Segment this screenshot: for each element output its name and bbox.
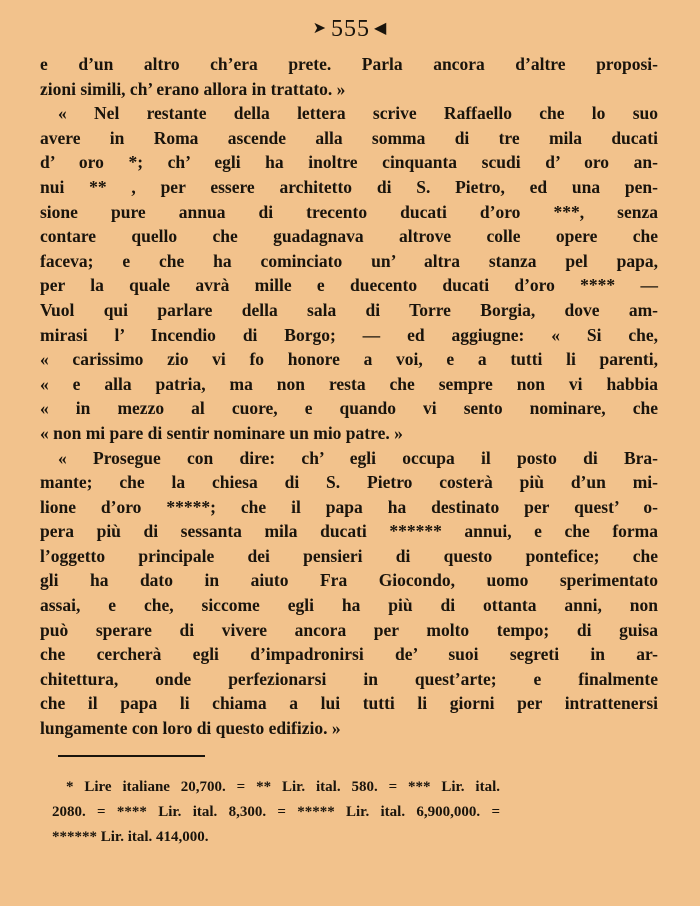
text-line: mirasi l’ Incendio di Borgo; — ed aggiugne: « Si che, — [40, 324, 658, 345]
text-line: lungamente con loro di questo edifizio. » — [40, 718, 341, 739]
text-line: « Prosegue con dire: ch’ egli occupa il posto di Bra- — [58, 447, 658, 468]
footnote-line: * Lire italiane 20,700. = ** Lir. ital. 580. = *** Lir. ital. — [66, 779, 500, 795]
text-line: chitettura, onde perfezionarsi in quest’arte; e finalmente — [40, 668, 658, 689]
text-line: che il papa li chiama a lui tutti li giorni per intrattenersi — [40, 693, 658, 714]
text-line: faceva; e che ha cominciato un’ altra stanza pel papa, — [40, 250, 658, 271]
footnote-line: ****** Lir. ital. 414,000. — [52, 829, 209, 845]
text-line: contare quello che guadagnava altrove colle opere che — [40, 226, 658, 247]
text-line: « e alla patria, ma non resta che sempre non vi habbia — [40, 373, 658, 394]
pointing-ornament-left-icon: ➤ — [312, 20, 328, 37]
text-line: Vuol qui parlare della sala di Torre Borgia, dove am- — [40, 299, 658, 320]
footnote-divider — [58, 755, 205, 757]
text-line: che cercherà egli d’impadronirsi de’ suoi segreti in ar- — [40, 644, 658, 665]
text-line: l’oggetto principale dei pensieri di questo pontefice; che — [40, 545, 658, 566]
text-line: d’ oro *; ch’ egli ha inoltre cinquanta scudi d’ oro an- — [40, 152, 658, 173]
text-line: assai, e che, siccome egli ha più di ottanta anni, non — [40, 595, 658, 616]
footnote-line: 2080. = **** Lir. ital. 8,300. = ***** Lir. ital. 6,900,000. = — [52, 804, 500, 820]
footnotes — [52, 775, 500, 850]
text-line: « non mi pare di sentir nominare un mio patre. » — [40, 422, 403, 443]
text-line: pera più di sessanta mila ducati ****** annui, e che forma — [40, 521, 658, 542]
text-line: « in mezzo al cuore, e quando vi sento nominare, che — [40, 398, 658, 419]
page-number — [0, 16, 700, 43]
text-line: sione pure annua di trecento ducati d’oro ***, senza — [40, 201, 658, 222]
page-number-text: 555 — [331, 16, 371, 42]
text-line: « Nel restante della lettera scrive Raffaello che lo suo — [58, 103, 658, 124]
text-line: « carissimo zio vi fo honore a voi, e a tutti li parenti, — [40, 349, 658, 370]
text-line: gli ha dato in aiuto Fra Giocondo, uomo sperimentato — [40, 570, 658, 591]
text-line: zioni simili, ch’ erano allora in trattato. » — [40, 78, 346, 99]
text-line: avere in Roma ascende alla somma di tre mila ducati — [40, 127, 658, 148]
text-line: può sperare di vivere ancora per molto tempo; di guisa — [40, 619, 658, 640]
body-text — [40, 52, 658, 741]
pointing-ornament-right-icon: ◀ — [374, 20, 388, 37]
text-line: nui ** , per essere architetto di S. Pietro, ed una pen- — [40, 176, 658, 197]
text-line: lione d’oro *****; che il papa ha destinato per quest’ o- — [40, 496, 658, 517]
text-line: per la quale avrà mille e duecento ducati d’oro **** — — [40, 275, 658, 296]
text-line: mante; che la chiesa di S. Pietro costerà più d’un mi- — [40, 472, 658, 493]
text-line: e d’un altro ch’era prete. Parla ancora d’altre proposi- — [40, 54, 658, 74]
